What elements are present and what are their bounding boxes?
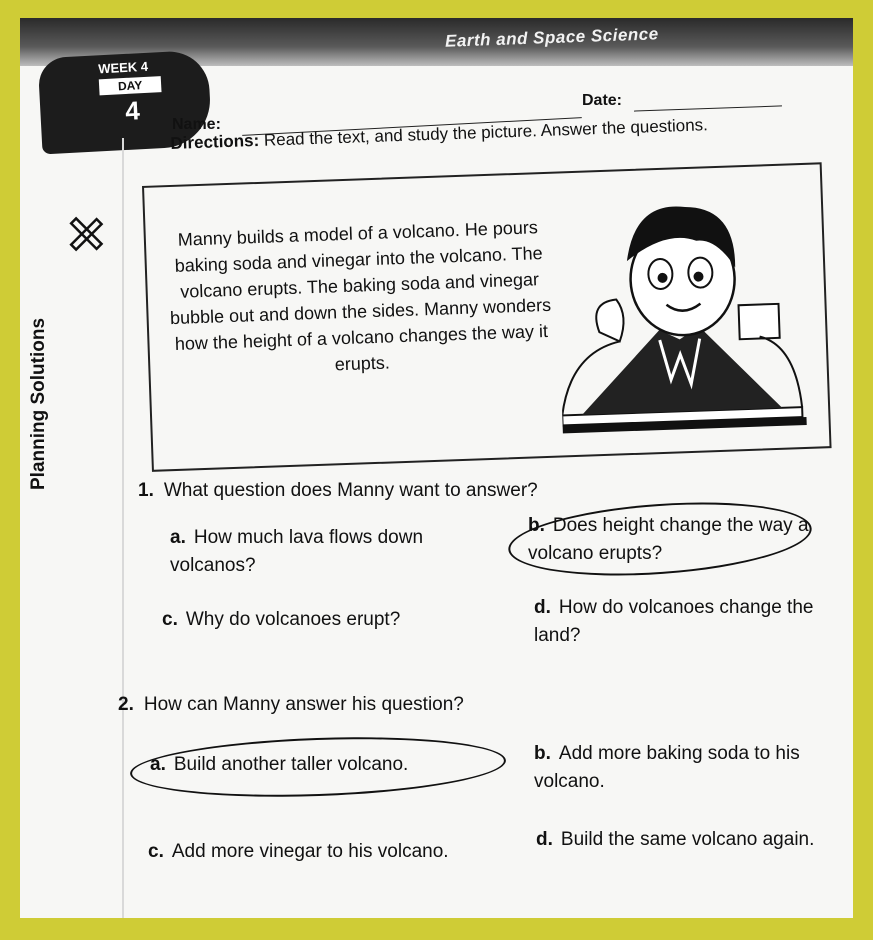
q1-option-c-letter: c. (162, 609, 178, 630)
q1-option-d[interactable] (534, 594, 834, 650)
margin-line (122, 138, 124, 918)
date-label: Date: (582, 92, 623, 109)
sidebar-label: Planning Solutions (28, 317, 49, 490)
q1-option-d-letter: d. (534, 597, 551, 618)
q2-option-d[interactable] (536, 826, 826, 854)
q2-option-c-text: Add more vinegar to his volcano. (171, 841, 449, 862)
q2-option-a-letter: a. (150, 754, 166, 775)
question-1-text: What question does Manny want to answer? (163, 480, 538, 501)
q2-option-d-text: Build the same volcano again. (560, 829, 815, 850)
worksheet-page (20, 18, 853, 918)
q1-option-a-letter: a. (170, 527, 186, 548)
name-label: Name: (172, 116, 221, 133)
subject-title: Earth and Space Science (444, 24, 659, 51)
q1-option-c-text: Why do volcanoes erupt? (185, 609, 401, 630)
question-2-number: 2. (118, 694, 134, 715)
day-number: 4 (124, 95, 141, 126)
question-1-number: 1. (138, 480, 154, 501)
q2-option-b[interactable] (534, 740, 834, 796)
q1-option-b[interactable] (528, 512, 813, 568)
q2-option-b-letter: b. (534, 743, 551, 764)
q1-option-b-letter: b. (528, 515, 545, 536)
q1-option-d-text: How do volcanoes change the land? (534, 597, 814, 646)
q1-option-a[interactable] (170, 524, 490, 580)
q2-option-c[interactable] (148, 838, 468, 866)
question-1 (138, 480, 538, 502)
q2-option-a-text: Build another taller volcano. (173, 754, 409, 775)
pencil-ruler-icon (66, 214, 106, 254)
directions-prefix: Directions: (170, 130, 260, 153)
q2-option-b-text: Add more baking soda to his volcano. (534, 743, 800, 792)
passage-text: Manny builds a model of a volcano. He pours baking soda and vinegar into the volcano. The volcano erupts. The baking soda and vinegar bubble out and down the sides. Manny wonders how the height of a volcano changes the way it erupts. (169, 217, 552, 375)
passage-box (142, 162, 832, 472)
q2-option-a[interactable] (150, 751, 500, 779)
q2-option-d-letter: d. (536, 829, 553, 850)
directions (170, 109, 771, 157)
q1-option-a-text: How much lava flows down volcanos? (170, 527, 424, 576)
boy-volcano-illustration (554, 175, 813, 446)
directions-text: Read the text, and study the picture. Answer the questions. (258, 115, 709, 150)
q1-option-b-text: Does height change the way a volcano erupts? (528, 515, 809, 564)
q1-option-c[interactable] (162, 606, 482, 634)
day-label: DAY (99, 76, 162, 95)
q2-option-c-letter: c. (148, 841, 164, 862)
question-2 (118, 694, 464, 716)
question-2-text: How can Manny answer his question? (143, 694, 464, 715)
week-label: WEEK 4 (97, 58, 149, 77)
